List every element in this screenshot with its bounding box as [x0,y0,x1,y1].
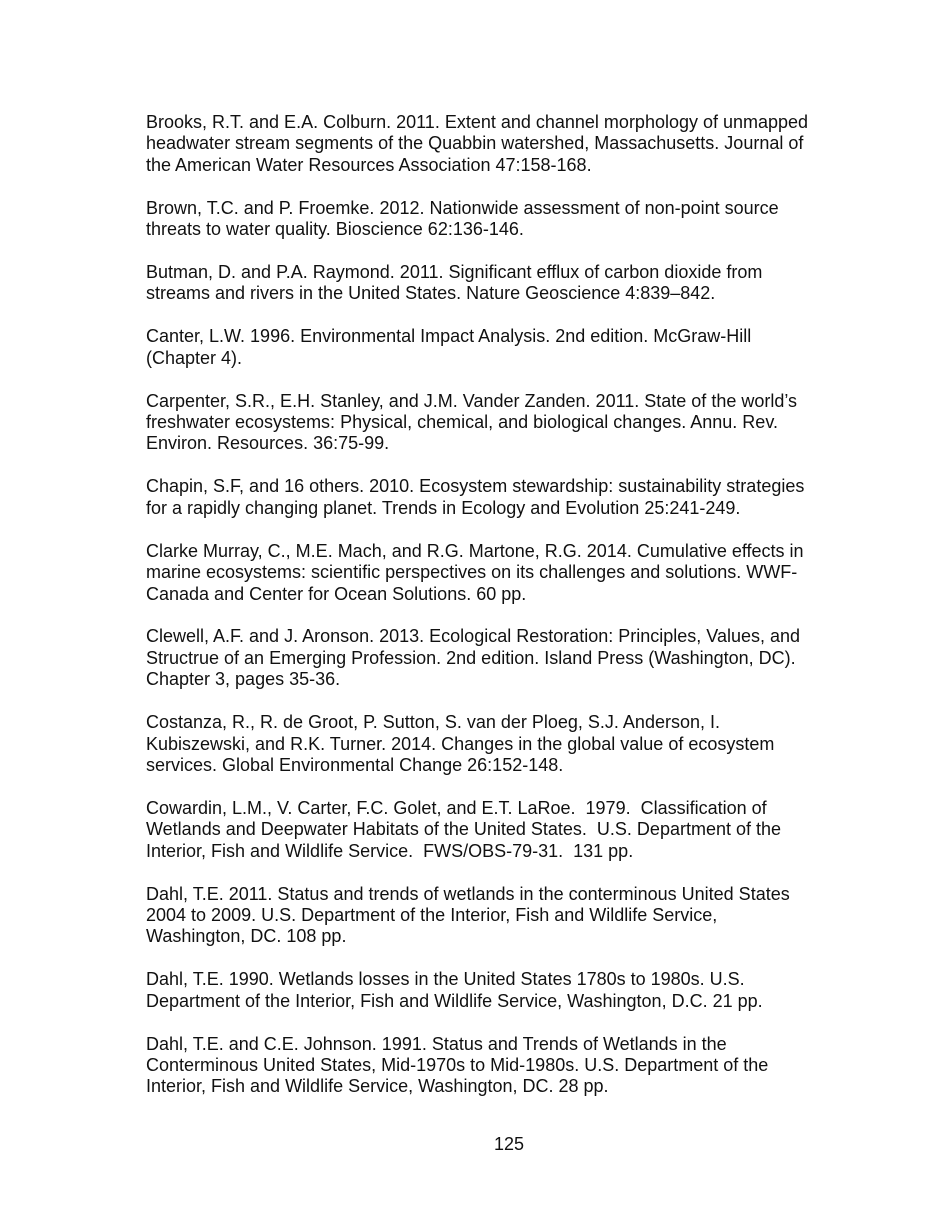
reference-line: for a rapidly changing planet. Trends in Ecology and Evolution 25:241-249. [146,497,741,518]
reference-entry [146,798,846,862]
reference-line: Cowardin, L.M., V. Carter, F.C. Golet, and E.T. LaRoe. 1979. Classification of [146,797,767,818]
reference-line: headwater stream segments of the Quabbin watershed, Massachusetts. Journal of [146,133,804,154]
reference-line: freshwater ecosystems: Physical, chemical, and biological changes. Annu. Rev. [146,412,778,433]
reference-line: threats to water quality. Bioscience 62:136-146. [146,219,524,240]
reference-line: Environ. Resources. 36:75-99. [146,433,390,454]
reference-entry [146,262,846,305]
reference-entry [146,1034,846,1098]
reference-line: Structrue of an Emerging Profession. 2nd edition. Island Press (Washington, DC). [146,647,796,668]
reference-entry [146,626,846,690]
reference-line: 2004 to 2009. U.S. Department of the Interior, Fish and Wildlife Service, [146,904,718,925]
reference-entry [146,476,846,519]
reference-line: Wetlands and Deepwater Habitats of the United States. U.S. Department of the [146,819,782,840]
reference-line: Canada and Center for Ocean Solutions. 60 pp. [146,583,527,604]
reference-entry [146,198,846,241]
reference-line: streams and rivers in the United States. Nature Geoscience 4:839–842. [146,283,716,304]
reference-line: the American Water Resources Association 47:158-168. [146,154,592,175]
reference-entry [146,541,846,605]
reference-line: Clarke Murray, C., M.E. Mach, and R.G. Martone, R.G. 2014. Cumulative effects in [146,540,804,561]
reference-entry [146,391,846,455]
reference-line: Washington, DC. 108 pp. [146,926,347,947]
reference-entry [146,712,846,776]
reference-line: Dahl, T.E. 1990. Wetlands losses in the United States 1780s to 1980s. U.S. [146,969,745,990]
reference-line: Brooks, R.T. and E.A. Colburn. 2011. Extent and channel morphology of unmapped [146,112,809,132]
reference-line: Canter, L.W. 1996. Environmental Impact Analysis. 2nd edition. McGraw-Hill [146,326,752,347]
reference-line: Interior, Fish and Wildlife Service, Washington, DC. 28 pp. [146,1076,609,1097]
reference-line: Carpenter, S.R., E.H. Stanley, and J.M. Vander Zanden. 2011. State of the world’s [146,390,798,411]
reference-line: marine ecosystems: scientific perspectives on its challenges and solutions. WWF- [146,562,798,583]
reference-line: Clewell, A.F. and J. Aronson. 2013. Ecological Restoration: Principles, Values, and [146,626,801,647]
reference-entry [146,969,846,1012]
reference-line: Kubiszewski, and R.K. Turner. 2014. Changes in the global value of ecosystem [146,733,775,754]
reference-list [146,112,846,1119]
page-number: 125 [493,1134,525,1154]
reference-line: Butman, D. and P.A. Raymond. 2011. Significant efflux of carbon dioxide from [146,262,763,283]
reference-line: Dahl, T.E. and C.E. Johnson. 1991. Status and Trends of Wetlands in the [146,1033,727,1054]
reference-entry [146,112,846,176]
reference-line: Conterminous United States, Mid-1970s to Mid-1980s. U.S. Department of the [146,1055,769,1075]
reference-line: (Chapter 4). [146,347,243,368]
reference-entry [146,884,846,948]
reference-line: services. Global Environmental Change 26:152-148. [146,754,564,775]
reference-line: Chapter 3, pages 35-36. [146,669,341,690]
reference-line: Department of the Interior, Fish and Wildlife Service, Washington, D.C. 21 pp. [146,990,763,1011]
reference-line: Interior, Fish and Wildlife Service. FWS/OBS-79-31. 131 pp. [146,840,634,861]
reference-line: Dahl, T.E. 2011. Status and trends of wetlands in the conterminous United States [146,883,790,904]
reference-entry [146,326,846,369]
reference-line: Brown, T.C. and P. Froemke. 2012. Nationwide assessment of non-point source [146,197,779,218]
reference-line: Costanza, R., R. de Groot, P. Sutton, S. van der Ploeg, S.J. Anderson, I. [146,712,720,733]
reference-line: Chapin, S.F, and 16 others. 2010. Ecosystem stewardship: sustainability strategies [146,476,805,497]
